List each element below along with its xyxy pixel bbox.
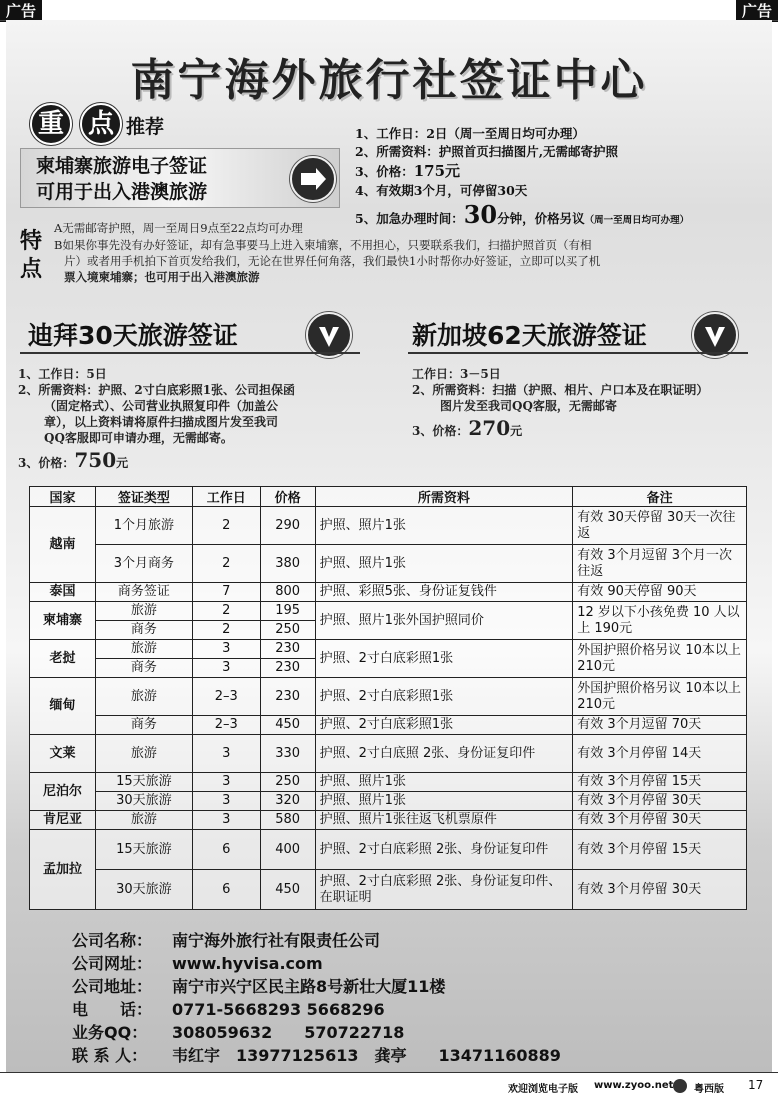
table-row [30,735,747,773]
page-title: 南宁海外旅行社签证中心 [130,55,648,106]
visa-type-cell: 旅游 [95,811,192,830]
documents-cell: 护照、2寸白底彩照1张 [315,678,573,716]
singapore-detail-2b: 图片发至我司QQ客服，无需邮寄 [440,399,617,413]
price-cell: 330 [260,735,315,773]
feature-a: A无需邮寄护照，周一至周日9点至22点均可办理 [54,221,303,235]
dubai-detail-2d: QQ客服即可申请办理，无需邮寄。 [44,431,233,445]
remark-cell: 有效 3个月停留 14天 [573,735,747,773]
feature-b-line1: B如果你事先没有办好签证，却有急事要马上进入柬埔寨，不用担心，只要联系我们，扫描护照首页（有相 [54,238,592,252]
price-unit: 元 [510,424,523,438]
singapore-price [412,416,523,440]
country-cell: 老挝 [30,640,96,678]
company-contact-row [72,1044,561,1067]
workdays-cell: 3 [192,659,260,678]
documents-cell: 护照、2寸白底彩照1张 [315,716,573,735]
featured-char-zhong: 重 [30,103,72,145]
company-address-label: 公司地址： [72,977,153,996]
workdays-cell: 2 [192,507,260,545]
visa-type-cell: 30天旅游 [95,870,192,910]
cambodia-detail-3 [355,160,460,181]
cambodia-detail-2: 2、所需资料：护照首页扫描图片,无需邮寄护照 [355,144,619,159]
documents-cell: 护照、照片1张 [315,773,573,792]
dubai-detail-2c: 章），以上资料请将原件扫描成图片发至我司 [44,415,279,429]
visa-type-cell: 旅游 [95,678,192,716]
price-unit: 元 [116,456,129,470]
documents-cell: 护照、2寸白底彩照1张 [315,640,573,678]
remark-cell: 12 岁以下小孩免费 10 人以上 190元 [573,602,747,640]
table-row [30,830,747,870]
visa-type-cell: 商务 [95,621,192,640]
visa-type-cell: 3个月商务 [95,545,192,583]
country-cell: 越南 [30,507,96,583]
cambodia-detail-1: 1、工作日：2日（周一至周日均可办理） [355,126,585,141]
remark-cell: 有效 3个月停留 30天 [573,870,747,910]
visa-type-cell: 15天旅游 [95,773,192,792]
remark-cell: 有效 90天停留 90天 [573,583,747,602]
price-cell: 320 [260,792,315,811]
company-qq-row [72,1021,561,1044]
remark-cell: 有效 3个月停留 30天 [573,792,747,811]
visa-type-cell: 30天旅游 [95,792,192,811]
table-row [30,773,747,792]
visa-type-cell: 旅游 [95,735,192,773]
company-web[interactable]: www.hyvisa.com [172,954,323,973]
table-header: 工作日 [192,487,260,507]
documents-cell: 护照、照片1张 [315,545,573,583]
visa-type-cell: 1个月旅游 [95,507,192,545]
cambodia-banner-line2: 可用于出入港澳旅游 [36,181,208,203]
featured-label: 推荐 [126,116,165,138]
features-label-dian: 点 [20,256,43,282]
table-header: 所需资料 [315,487,573,507]
remark-cell: 有效 30天停留 30天一次往返 [573,507,747,545]
price-value: 175元 [413,162,461,180]
table-header: 价格 [260,487,315,507]
workdays-cell: 3 [192,773,260,792]
dubai-detail-2a: 2、所需资料：护照、2寸白底彩照1张、公司担保函 [18,383,296,397]
documents-cell: 护照、照片1张往返飞机票原件 [315,811,573,830]
table-row [30,678,747,716]
price-cell: 230 [260,678,315,716]
company-contact-label: 联 系 人： [72,1046,148,1065]
price-label: 3、价格： [18,456,75,470]
company-info [72,929,561,1067]
singapore-detail-2a: 2、所需资料：扫描（护照、相片、户口本及在职证明） [412,383,709,397]
singapore-detail-1: 工作日：3－5日 [412,367,501,381]
workdays-cell: 3 [192,735,260,773]
price-cell: 250 [260,621,315,640]
features-label-te: 特 [20,228,43,254]
workdays-cell: 7 [192,583,260,602]
table-row [30,507,747,545]
documents-cell: 护照、照片1张 [315,507,573,545]
country-cell: 孟加拉 [30,830,96,910]
edition-badge-icon [673,1079,687,1093]
table-row [30,792,747,811]
company-phone: 0771-5668293 5668296 [172,1000,385,1019]
table-row [30,640,747,659]
country-cell: 肯尼亚 [30,811,96,830]
visa-type-cell: 商务 [95,716,192,735]
workdays-cell: 3 [192,792,260,811]
price-cell: 450 [260,870,315,910]
price-value: 270 [468,416,511,440]
workdays-cell: 2 [192,621,260,640]
company-web-row [72,952,561,975]
rush-minutes: 30 [463,200,498,229]
remark-cell: 外国护照价格另议 10本以上 210元 [573,678,747,716]
documents-cell: 护照、2寸白底照 2张、身份证复印件 [315,735,573,773]
dubai-title: 迪拜30天旅游签证 [28,321,238,350]
table-row [30,716,747,735]
footer-welcome: 欢迎浏览电子版 [508,1084,578,1095]
company-address-row [72,975,561,998]
dubai-detail-2b: （固定格式）、公司营业执照复印件（加盖公 [44,399,279,413]
price-cell: 380 [260,545,315,583]
ad-tag-right: 广告 [736,0,778,22]
cambodia-banner-line1: 柬埔寨旅游电子签证 [36,155,208,177]
table-header: 国家 [30,487,96,507]
cambodia-detail-4: 4、有效期3个月，可停留30天 [355,183,528,198]
country-cell: 缅甸 [30,678,96,735]
arrow-right-icon [290,156,336,202]
visa-type-cell: 商务 [95,659,192,678]
remark-cell: 有效 3个月停留 15天 [573,830,747,870]
workdays-cell: 2 [192,545,260,583]
price-cell: 230 [260,659,315,678]
company-phone-label: 电 话： [72,1000,153,1019]
footer-edition: 粤西版 [694,1084,724,1095]
country-cell: 文莱 [30,735,96,773]
dubai-price [18,448,129,472]
remark-cell: 有效 3个月停留 30天 [573,811,747,830]
price-value: 750 [74,448,117,472]
table-row [30,583,747,602]
price-cell: 450 [260,716,315,735]
company-name-row [72,929,561,952]
cambodia-detail-5 [355,200,689,229]
table-row [30,811,747,830]
visa-type-cell: 商务签证 [95,583,192,602]
feature-b-line3: 票入境柬埔寨；也可用于出入港澳旅游 [64,270,260,284]
visa-type-cell: 旅游 [95,602,192,621]
workdays-cell: 2–3 [192,716,260,735]
company-phone-row [72,998,561,1021]
documents-cell: 护照、照片1张 [315,792,573,811]
footer-url[interactable]: www.zyoo.net [594,1080,674,1091]
singapore-title: 新加坡62天旅游签证 [412,321,647,350]
documents-cell: 护照、照片1张外国护照同价 [315,602,573,640]
price-cell: 195 [260,602,315,621]
workdays-cell: 6 [192,830,260,870]
documents-cell: 护照、2寸白底彩照 2张、身份证复印件 [315,830,573,870]
dubai-detail-1: 1、工作日：5日 [18,367,107,381]
price-label: 3、价格： [412,424,469,438]
page-number: 17 [748,1078,764,1092]
singapore-underline [408,352,748,354]
visa-type-cell: 15天旅游 [95,830,192,870]
table-header-row [30,487,747,507]
company-name-label: 公司名称： [72,931,153,950]
remark-cell: 有效 3个月停留 15天 [573,773,747,792]
price-cell: 400 [260,830,315,870]
table-header: 备注 [573,487,747,507]
table-row [30,602,747,621]
table-row [30,870,747,910]
table-header: 签证类型 [95,487,192,507]
documents-cell: 护照、2寸白底彩照 2张、身份证复印件、在职证明 [315,870,573,910]
visa-price-table [29,486,747,910]
workdays-cell: 2 [192,602,260,621]
remark-cell: 外国护照价格另议 10本以上 210元 [573,640,747,678]
visa-type-cell: 旅游 [95,640,192,659]
dubai-underline [20,352,360,354]
workdays-cell: 3 [192,811,260,830]
rush-note: （周一至周日均可办理） [584,215,690,226]
company-web-label: 公司网址： [72,954,153,973]
country-cell: 泰国 [30,583,96,602]
page-footer-bar [0,1072,778,1101]
workdays-cell: 6 [192,870,260,910]
workdays-cell: 3 [192,640,260,659]
featured-char-dian: 点 [80,103,122,145]
feature-b-line2: 片）或者用手机拍下首页发给我们，无论在世界任何角落，我们最快1小时帮你办好签证，立即可以买了机 [64,254,601,268]
ad-tag-left: 广告 [0,0,42,22]
rush-after: 分钟，价格另议 [497,211,585,226]
country-cell: 柬埔寨 [30,602,96,640]
remark-cell: 有效 3个月逗留 70天 [573,716,747,735]
country-cell: 尼泊尔 [30,773,96,811]
company-contact: 韦红宇 13977125613 龚亭 13471160889 [172,1046,561,1065]
price-cell: 230 [260,640,315,659]
price-cell: 580 [260,811,315,830]
table-row [30,545,747,583]
workdays-cell: 2–3 [192,678,260,716]
company-qq: 308059632 570722718 [172,1023,405,1042]
company-address: 南宁市兴宁区民主路8号新壮大厦11楼 [172,977,446,996]
company-qq-label: 业务QQ： [72,1023,148,1042]
documents-cell: 护照、彩照5张、身份证复钱件 [315,583,573,602]
price-label: 3、价格： [355,164,414,179]
rush-label: 5、加急办理时间： [355,211,464,226]
price-cell: 290 [260,507,315,545]
remark-cell: 有效 3个月逗留 3个月一次往返 [573,545,747,583]
company-name: 南宁海外旅行社有限责任公司 [172,931,381,950]
price-cell: 800 [260,583,315,602]
price-cell: 250 [260,773,315,792]
